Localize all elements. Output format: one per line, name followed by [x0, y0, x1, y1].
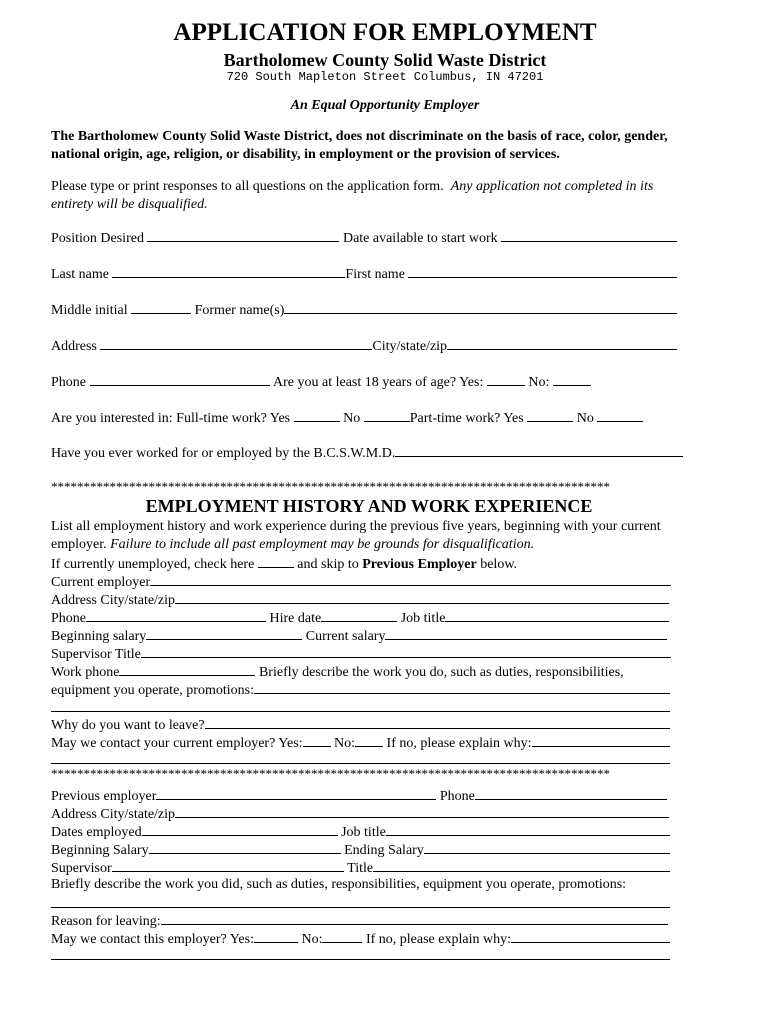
reason-leaving-field[interactable]	[161, 911, 668, 925]
unemployed-checkbox-field[interactable]	[258, 554, 294, 568]
city-state-zip-field[interactable]	[447, 336, 677, 350]
employment-history-heading: EMPLOYMENT HISTORY AND WORK EXPERIENCE	[145, 496, 593, 516]
contact-current-explain-label: If no, please explain why:	[386, 736, 532, 751]
middle-initial-label: Middle initial	[51, 303, 128, 318]
organization-name: Bartholomew County Solid Waste District	[223, 50, 547, 70]
dates-employed-label: Dates employed	[51, 825, 142, 840]
supervisor-title-row	[51, 644, 671, 662]
history-intro	[51, 518, 691, 554]
first-name-label: First name	[345, 267, 405, 282]
current-employer-field[interactable]	[150, 572, 671, 586]
contact-previous-extra-line[interactable]	[51, 959, 670, 960]
previous-phone-label: Phone	[439, 789, 475, 804]
contact-current-explain-field[interactable]	[532, 733, 670, 747]
position-label: Position Desired	[51, 231, 144, 246]
current-salary-field[interactable]	[385, 626, 667, 640]
middle-initial-field[interactable]	[131, 300, 191, 314]
current-phone-row	[51, 608, 669, 626]
current-phone-label: Phone	[51, 611, 86, 626]
equal-opportunity-line: An Equal Opportunity Employer	[290, 98, 480, 113]
contact-previous-label: May we contact this employer? Yes:	[51, 932, 254, 947]
describe-work-extra-line[interactable]	[51, 711, 670, 712]
nondiscrimination-statement: The Bartholomew County Solid Waste District, does not discriminate on the basis of race, color, gender, national origin, age, religion, or disability, in employment or the provision of services.	[51, 129, 668, 162]
contact-previous-explain-label: If no, please explain why:	[365, 932, 511, 947]
worked-before-label: Have you ever worked for or employed by the B.C.S.W.M.D.	[51, 446, 396, 461]
skip-to-label: and skip to	[297, 557, 359, 572]
part-time-label: Part-time work? Yes	[409, 411, 524, 426]
previous-job-title-field[interactable]	[386, 822, 670, 836]
former-names-field[interactable]	[284, 300, 677, 314]
work-phone-field[interactable]	[119, 662, 255, 676]
previous-title-label: Title	[347, 861, 374, 876]
previous-salary-row	[51, 840, 670, 858]
current-employer-label: Current employer	[51, 575, 151, 590]
last-name-field[interactable]	[112, 264, 345, 278]
previous-beginning-salary-field[interactable]	[149, 840, 341, 854]
describe-work-row	[51, 680, 670, 698]
previous-address-row	[51, 804, 669, 822]
below-label: below.	[480, 557, 518, 572]
city-state-zip-label: City/state/zip	[372, 339, 448, 354]
worked-before-row	[51, 443, 683, 461]
age-no-label: No:	[528, 375, 550, 390]
age-question-label: Are you at least 18 years of age? Yes:	[273, 375, 484, 390]
previous-employer-ref: Previous Employer	[362, 557, 477, 572]
why-leave-label: Why do you want to leave?	[51, 718, 205, 733]
date-available-label: Date available to start work	[342, 231, 498, 246]
current-address-row	[51, 590, 669, 608]
unemployed-row	[51, 554, 677, 572]
instructions-text: Please type or print responses to all questions on the application form.	[51, 179, 444, 194]
former-names-label: Former name(s)	[194, 303, 285, 318]
previous-job-title-label: Job title	[341, 825, 386, 840]
part-time-no-field[interactable]	[597, 408, 643, 422]
contact-previous-no-label: No:	[301, 932, 323, 947]
previous-supervisor-row	[51, 858, 670, 876]
previous-beginning-salary-label: Beginning Salary	[51, 843, 149, 858]
form-title: APPLICATION FOR EMPLOYMENT	[173, 19, 597, 46]
middle-row	[51, 300, 677, 318]
hire-date-label: Hire date	[269, 611, 322, 626]
previous-supervisor-label: Supervisor	[51, 861, 112, 876]
worked-before-field[interactable]	[395, 443, 683, 457]
describe-work-label: Briefly describe the work you do, such as duties, responsibilities,	[258, 665, 624, 680]
dates-employed-row	[51, 822, 670, 840]
beginning-salary-field[interactable]	[146, 626, 302, 640]
contact-current-row	[51, 733, 670, 751]
contact-previous-no-field[interactable]	[322, 929, 362, 943]
address-label: Address	[51, 339, 97, 354]
why-leave-row	[51, 715, 670, 733]
age-yes-field[interactable]	[487, 372, 525, 386]
previous-employer-field[interactable]	[156, 786, 436, 800]
interest-row	[51, 408, 677, 426]
date-available-field[interactable]	[501, 228, 677, 242]
previous-employer-row	[51, 786, 667, 804]
previous-phone-field[interactable]	[475, 786, 667, 800]
contact-current-label: May we contact your current employer? Yes:	[51, 736, 303, 751]
salary-row	[51, 626, 667, 644]
history-intro-warning: Failure to include all past employment may be grounds for disqualification.	[110, 537, 535, 552]
supervisor-title-label: Supervisor Title	[51, 647, 141, 662]
previous-supervisor-field[interactable]	[112, 858, 344, 872]
first-name-field[interactable]	[408, 264, 677, 278]
age-no-field[interactable]	[553, 372, 591, 386]
history-intro-text: List all employment history and work experience during the previous five years, beginning with your current employer.	[51, 519, 661, 552]
previous-describe-row	[51, 876, 677, 894]
instructions-warning: Any application not completed in its entirety will be disqualified.	[51, 179, 654, 212]
instructions	[51, 178, 691, 214]
why-leave-field[interactable]	[205, 715, 670, 729]
section-divider-2: **************************************************************************************	[51, 767, 610, 781]
part-time-yes-field[interactable]	[527, 408, 573, 422]
position-row	[51, 228, 677, 246]
position-field[interactable]	[147, 228, 339, 242]
work-phone-row	[51, 662, 671, 680]
contact-previous-yes-field[interactable]	[254, 929, 298, 943]
ending-salary-label: Ending Salary	[344, 843, 424, 858]
contact-current-extra-line[interactable]	[51, 763, 670, 764]
dates-employed-field[interactable]	[142, 822, 338, 836]
full-time-no-label: No	[343, 411, 361, 426]
reason-leaving-label: Reason for leaving:	[51, 914, 161, 929]
hire-date-field[interactable]	[321, 608, 397, 622]
phone-label: Phone	[51, 375, 86, 390]
job-title-label: Job title	[400, 611, 446, 626]
previous-employer-label: Previous employer	[51, 789, 157, 804]
beginning-salary-label: Beginning salary	[51, 629, 147, 644]
full-time-no-field[interactable]	[364, 408, 410, 422]
name-row	[51, 264, 677, 282]
section-divider: **************************************************************************************	[51, 480, 610, 494]
describe-work-label-2: equipment you operate, promotions:	[51, 683, 254, 698]
work-phone-label: Work phone	[51, 665, 120, 680]
supervisor-title-field[interactable]	[141, 644, 671, 658]
previous-title-field[interactable]	[373, 858, 670, 872]
contact-current-yes-field[interactable]	[303, 733, 331, 747]
last-name-label: Last name	[51, 267, 109, 282]
address-field[interactable]	[100, 336, 372, 350]
job-title-field[interactable]	[445, 608, 669, 622]
previous-describe-label: Briefly describe the work you did, such as duties, responsibilities, equipment you operate, promotions:	[51, 877, 627, 892]
full-time-label: Are you interested in: Full-time work? Yes	[51, 411, 291, 426]
contact-current-no-field[interactable]	[355, 733, 383, 747]
phone-row	[51, 372, 677, 390]
full-time-yes-field[interactable]	[294, 408, 340, 422]
reason-leaving-row	[51, 911, 668, 929]
current-salary-label: Current salary	[305, 629, 386, 644]
address-row	[51, 336, 677, 354]
describe-work-field[interactable]	[254, 680, 670, 694]
organization-address: 720 South Mapleton Street Columbus, IN 47201	[226, 70, 544, 84]
contact-previous-explain-field[interactable]	[511, 929, 670, 943]
contact-current-no-label: No:	[334, 736, 356, 751]
part-time-no-label: No	[576, 411, 594, 426]
previous-address-field[interactable]	[175, 804, 669, 818]
unemployed-label: If currently unemployed, check here	[51, 557, 255, 572]
ending-salary-field[interactable]	[424, 840, 670, 854]
previous-describe-line[interactable]	[51, 907, 670, 908]
phone-field[interactable]	[90, 372, 270, 386]
current-address-label: Address City/state/zip	[51, 593, 176, 608]
contact-previous-row	[51, 929, 670, 947]
current-address-field[interactable]	[175, 590, 669, 604]
current-phone-field[interactable]	[86, 608, 266, 622]
previous-address-label: Address City/state/zip	[51, 807, 176, 822]
current-employer-row	[51, 572, 671, 590]
